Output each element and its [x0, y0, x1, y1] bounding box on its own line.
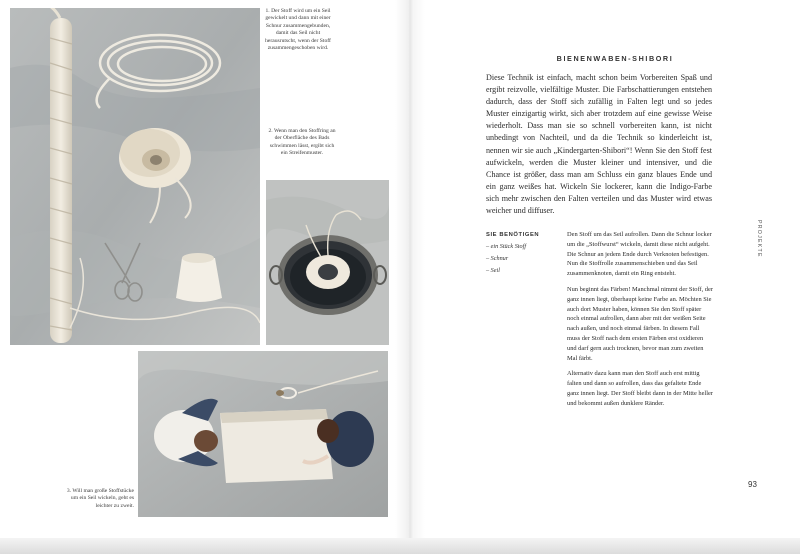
materials-item: – Schnur	[486, 253, 558, 265]
page-number: 93	[748, 480, 757, 489]
materials-item: – ein Stück Stoff	[486, 241, 558, 253]
section-side-tab: PROJEKTE	[756, 220, 762, 258]
caption-photo-3: 3. Will man große Stoffstücke um ein Seil wickeln, geht es leichter zu zweit.	[66, 488, 134, 509]
photo-fabric-roll-and-tools	[10, 8, 260, 345]
page-bottom-edge	[0, 538, 800, 554]
section-heading: BIENENWABEN-SHIBORI	[556, 54, 674, 63]
caption-photo-2: 2. Wenn man den Stoffring an der Oberfläche des Bads schwimmen lässt, ergibt sich ein Streifenmuster.	[268, 128, 336, 157]
instruction-paragraph: Den Stoff um das Seil aufrollen. Dann die Schnur locker um die „Stoffwurst“ wickeln, damit diese nicht aufgeht. Die Schnur an jedem Ende durch Verknoten befestigen. Nun die Stoffrolle zusammenschieben und das Seil zusammenknoten, damit ein Ring entsteht.	[567, 231, 712, 278]
materials-label: SIE BENÖTIGEN	[486, 232, 540, 238]
materials-list	[486, 241, 558, 277]
book-gutter	[395, 0, 425, 554]
photo-two-people-wrapping	[138, 351, 388, 517]
intro-paragraph: Diese Technik ist einfach, macht schon beim Vorbereiten Spaß und ergibt reizvolle, vielfältige Muster. Die Farbschattierungen entstehen dadurch, dass der Stoff sich zufällig in Falten legt und so jedes Muster einzigartig wirkt, sich aber trotzdem auf eine gewisse Weise wiederholt. Dass man sie so schnell vorbereiten kann, ist nicht unbedingt von Nachteil, und da die Technik so kinderleicht ist, nennen wir sie auch „Kindergarten-Shibori“! Wenn Sie den Stoff fest aufwickeln, werden die Muster kleiner und intensiver, und die Chance ist größer, dass man am Schluss ein ganz blaues Ende und ein ganz weißes hat. Wickeln Sie lockerer, kann die Indigo-Farbe sich mehr zwischen den Falten verteilen und das Muster wird etwas weicher und diffuser.	[486, 73, 712, 216]
instructions	[567, 230, 713, 415]
instruction-paragraph: Alternativ dazu kann man den Stoff auch erst mittig falten und dann so aufrollen, dass das gefaltete Ende ganz innen liegt. Der Stoff bleibt dann in der Mitte heller und bekommt außen dunklere Ränder.	[567, 370, 713, 407]
materials-item: – Seil	[486, 265, 558, 277]
instruction-paragraph: Nun beginnt das Färben! Manchmal nimmt der Stoff, der ganz innen liegt, überhaupt keine Farbe an. Möchten Sie auch dort Muster haben, können Sie den Stoff später noch einmal aufrollen, dann aber mit der weißen Seite nach außen, und noch einmal färben. In diesem Fall muss der Stoff nach dem ersten Färben erst oxidieren und darf gern auch trocknen, bevor man zum zweiten Mal färbt.	[567, 285, 713, 362]
caption-photo-1: 1. Der Stoff wird um ein Seil gewickelt und dann mit einer Schnur zusammengebunden, damit das Seil nicht herausrutscht, wenn der Stoff zusammengeschoben wird.	[265, 8, 331, 52]
photo-dye-pot	[266, 180, 389, 345]
